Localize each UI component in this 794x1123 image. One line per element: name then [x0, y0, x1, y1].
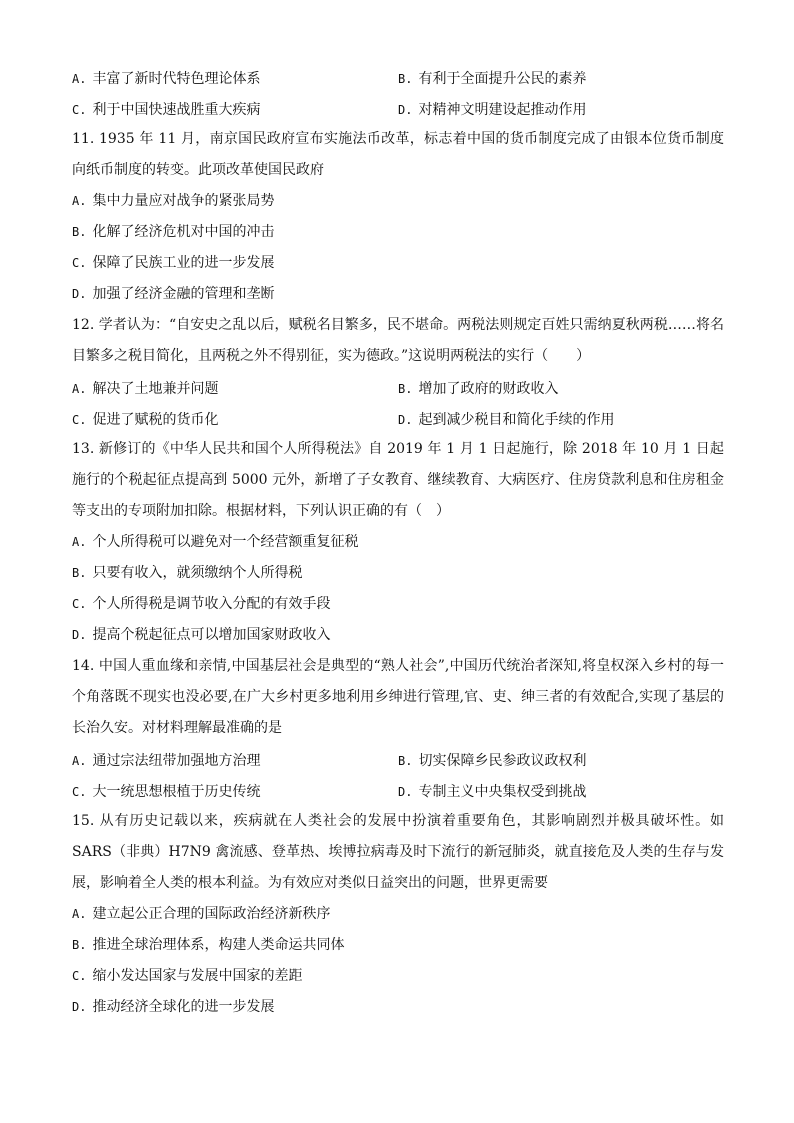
option-a: A. 丰富了新时代特色理论体系: [72, 70, 261, 87]
option-c: C. 缩小发达国家与发展中国家的差距: [72, 968, 303, 984]
option-a: A. 解决了土地兼并问题: [72, 380, 219, 397]
question-13: [72, 434, 724, 651]
option-b: B. 只要有收入，就须缴纳个人所得税: [72, 565, 303, 581]
option-row: [72, 62, 724, 93]
option-row: [72, 744, 724, 775]
question-stem: 13. 新修订的《中华人民共和国个人所得税法》自 2019 年 1 月 1 日起施行，除 2018 年 10 月 1 日起施行的个税起征点提高到 5000 元外，新增了子女教育、继续教育、大病医疗、住房贷款利息和住房租金等支出的专项附加扣除。根据材料，下列认识正确的有（ ）: [72, 441, 724, 519]
option-d: D. 提高个税起征点可以增加国家财政收入: [72, 627, 331, 643]
option-a: A. 通过宗法纽带加强地方治理: [72, 752, 261, 769]
question-11: [72, 124, 724, 310]
option-b: B. 增加了政府的财政收入: [398, 380, 559, 397]
option-row: [72, 93, 724, 124]
option-d: D. 起到减少税目和简化手续的作用: [398, 411, 615, 428]
option-b: B. 有利于全面提升公民的素养: [398, 70, 587, 87]
question-stem: 14. 中国人重血缘和亲情,中国基层社会是典型的“熟人社会”,中国历代统治者深知,将皇权深入乡村的每一个角落既不现实也没必要,在广大乡村更多地利用乡绅进行管理,官、吏、绅三者的有效配合,实现了基层的长治久安。对材料理解最准确的是: [72, 658, 724, 736]
option-a: A. 建立起公正合理的国际政治经济新秩序: [72, 906, 331, 922]
question-stem: 11. 1935 年 11 月，南京国民政府宣布实施法币改革，标志着中国的货币制度完成了由银本位货币制度向纸币制度的转变。此项改革使国民政府: [72, 131, 724, 178]
option-d: D. 加强了经济金融的管理和垄断: [72, 286, 275, 302]
question-12: [72, 310, 724, 434]
option-d: D. 对精神文明建设起推动作用: [398, 101, 587, 118]
option-c: C. 促进了赋税的货币化: [72, 411, 219, 428]
option-c: C. 保障了民族工业的进一步发展: [72, 255, 275, 271]
option-d: D. 专制主义中央集权受到挑战: [398, 783, 587, 800]
exam-page: [72, 62, 724, 1023]
question-15: [72, 806, 724, 1023]
option-b: B. 推进全球治理体系，构建人类命运共同体: [72, 937, 345, 953]
question-14: [72, 651, 724, 806]
option-row: [72, 403, 724, 434]
question-10-options: [72, 62, 724, 124]
option-c: C. 大一统思想根植于历史传统: [72, 783, 261, 800]
question-stem: 15. 从有历史记载以来，疾病就在人类社会的发展中扮演着重要角色，其影响剧烈并极具破坏性。如 SARS（非典）H7N9 禽流感、登革热、埃博拉病毒及时下流行的新冠肺炎，就直接危及人类的生存与发展，影响着全人类的根本利益。为有效应对类似日益突出的问题，世界更需要: [72, 813, 724, 891]
option-row: [72, 775, 724, 806]
option-a: A. 集中力量应对战争的紧张局势: [72, 193, 275, 209]
question-stem: 12. 学者认为：“自安史之乱以后，赋税名目繁多，民不堪命。两税法则规定百姓只需纳夏秋两税……将名目繁多之税目简化，且两税之外不得别征，实为德政。”这说明两税法的实行（ ）: [72, 317, 724, 364]
option-b: B. 化解了经济危机对中国的冲击: [72, 224, 275, 240]
option-a: A. 个人所得税可以避免对一个经营额重复征税: [72, 534, 359, 550]
option-c: C. 个人所得税是调节收入分配的有效手段: [72, 596, 331, 612]
option-c: C. 利于中国快速战胜重大疾病: [72, 101, 261, 118]
option-row: [72, 372, 724, 403]
option-d: D. 推动经济全球化的进一步发展: [72, 999, 275, 1015]
option-b: B. 切实保障乡民参政议政权利: [398, 752, 587, 769]
